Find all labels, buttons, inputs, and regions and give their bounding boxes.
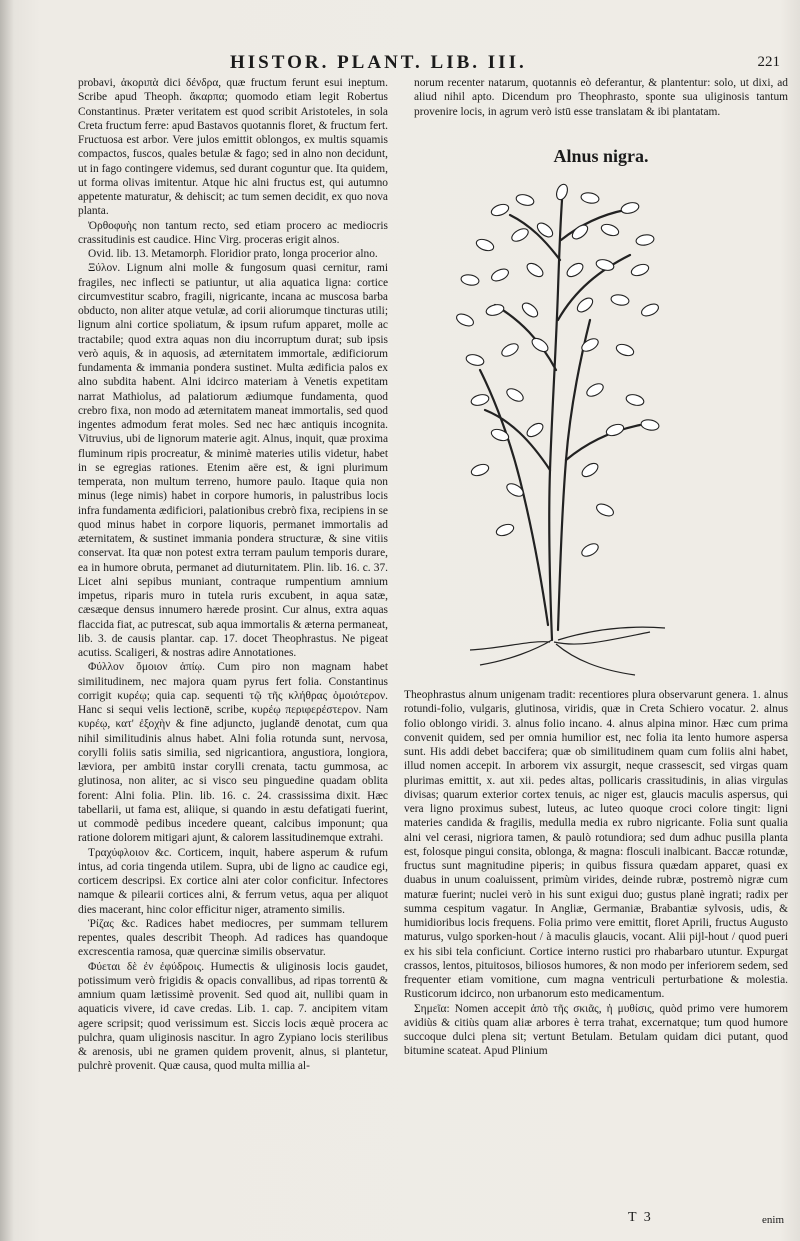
page-number: 221 xyxy=(757,54,780,70)
running-head xyxy=(230,52,780,78)
paragraph: Φύεται δὲ ἐν ἐφύδροις. Humectis & uliginosis locis gaudet, potissimum verò frigidis & opacis convallibus, ad ripas torrentū & amnium quam lætissimè provenit. Sed quod ait, nullibi quam in aquaticis vivere, id cave credas. Lib. 1. cap. 7. ancipitem vitam agere scripsit; quod verissimum est. Siccis locis æquè procera ac pulchra, quam uliginosis nascitur. In agro Zypiano locis sterilibus & arenosis, ubi ne gramen quidem provenit, alnus, si plantetur, pulchrè provenit. Quæ causa, quod multa millia al- xyxy=(78,960,388,1073)
right-text-bottom xyxy=(404,688,788,1218)
alder-tree-woodcut xyxy=(440,170,670,680)
paragraph: Ῥίζας &c. Radices habet mediocres, per summam tellurem repentes, quales describit Theoph. Ad radices has quandoque excrescentia ramosa, quæ quercinæ similis observatur. xyxy=(78,917,388,959)
left-text-column xyxy=(78,76,388,1206)
paragraph: norum recenter natarum, quotannis eò deferantur, & plantentur: solo, ut dixi, ad aliud nihil apto. Dicendum pro Theophrasto, sponte sua uliginosis tantum provenire locis, in agrum verò istū esse translatam & ibi plantatam. xyxy=(414,77,788,118)
paragraph: Ovid. lib. 13. Metamorph. Floridior prato, longa procerior alno. xyxy=(88,248,378,260)
illustration-caption: Alnus nigra. xyxy=(553,146,649,166)
catchword: enim xyxy=(762,1214,784,1226)
paragraph: Τραχύφλοιον &c. Corticem, inquit, habere asperum & rufum intus, ad coria tingenda utilem. Supra, ubi de ligno ac caudice egi, corticem descripsi. Ex cortice alni ater color conficitur. Infectores namque & pilearii cortices alni, & ferrum vetus, aqua per aliquot dies macerant, hinc color efficitur niger, atramento similis. xyxy=(78,846,388,916)
paragraph: Σημεῖα: Nomen accepit ἀπὸ τῆς σκιᾶς, ἡ μυθίσις, quòd primo vere humorem avidiùs & citiùs quam aliæ arbores è terra trahat, excernatque; tum quod humore succoque dulci plena sit; vertunt Betulam. Betulam quidam dici putant, quod bitumine scateat. Apud Plinium xyxy=(404,1002,788,1058)
running-title: HISTOR. PLANT. LIB. III. xyxy=(230,52,527,73)
paragraph: Ὀρθοφυὴς non tantum recto, sed etiam procero ac mediocris crassitudinis est caudice. Hinc Virg. proceras erigit alnos. xyxy=(78,219,388,246)
paragraph: Φύλλον ὅμοιον ἀπίῳ. Cum piro non magnam habet similitudinem, nec majora quam pyrus fert folia. Constantinus corrigit κυρέῳ; quia cap. sequenti τῷ τῆς κλήθρας ὁμοιότερον. Hanc si sequi velis lectionē, scribe, κυρέῳ περιφερέστερον. Nam κυρέῳ, κατ' ἐξοχὴν & fine adjuncto, juglandē denotat, cum qua nihil similitudinis alnus habet. Alni folia rotunda sunt, nervosa, corylli foliis satis similia, sed nigricantiora, angustiora, longiora, læviora, per ambitū instar corylli crenata, tactu gummosa, ac glutinosa, non aliter, ac si visco seu pinguedine quadam oblita forent: Alni folia. Plin. lib. 16. c. 24. crassissima dixit. Hæc tabellarii, ut fama est, aliique, si quando in æstu defatigati fuerint, ut commodè pedibus incedere queant, calcibus imponunt; qua ratione dolorem mitigari ajunt, & calorem lassitudinemque extrahi. xyxy=(78,661,388,845)
right-text-top xyxy=(414,76,788,134)
paragraph: Theophrastus alnum unigenam tradit: recentiores plura observarunt genera. 1. alnus rotundi-folio, vulgaris, glutinosa, viridis, quæ in Creta Schiero vocatur. 2. alnus folio oblongo viridi. 3. alnus folio incano. 4. alnus alpina minor. Hæc cum prima convenit quidem, sed per omnia humilior est, nec folia ita lento humore aspersa sunt. His addi debet baccifera; quæ ob similitudinem quam cum foliis alni habet, illud nomen accepit. In arborem vix assurgit, neque crassescit, sed virgas quam plurimas emittit, x. aut xii. pedes altas, pollicaris crassitudinis, in alias virgulas divisas; quarum exterior cortex tenuis, ac niger est, glaucis maculis aspersus, qui vera ligno proximus subest, luteus, ac luteo quoque croci colore tingit: ligni materies candida & fragilis, medulla media ex rubro nigricante. Folia sunt qualia alni vel cerasi, nigriora tamen, & paulò rotundiora; sed dum adhuc pusilla planta est, folosque pingui consita, oblonga, & magna: flosculi inalbicant. Baccæ rotundæ, fructus sunt magnitudine piperis; in quibus fissura quædam apparet, quasi ex duabus in unum coaluissent, primùm virides, deinde rubræ, postremò nigræ cum maturæ fuerint; nuclei verò in his sunt exigui duo; gustus planè ingrati; radix per summa cespitum vagatur. In Angliæ, Germaniæ, Brabantiæ sylvosis, udis, & humidioribus locis frequens. Folia primo vere emittit, floret Aprili, fructus Augusto maturus, vulgo sporken-hout / à maculis glaucis, vocant. Alii pijl-hout / quod pueri ex his sibi tela conficiunt. Cortice interno rustici pro rhabarbaro utuntur. Expurgat crassos, lentos, pituitosos, biliosos humores, & non modo per inferiorem sedem, sed frequenter etiam vomitione, cum magna ventriculi perturbatione & molestia. Rusticorum idcirco, non urbanorum esto medicamentum. xyxy=(404,689,788,1001)
signature-mark: T 3 xyxy=(628,1210,653,1225)
paragraph: Ξύλον. Lignum alni molle & fungosum quasi cernitur, rami fragiles, nec inflecti se patiuntur, ut alia aquatica ligna: cortice circumvestitur scabro, fragili, nigricante, incana ac muscosa barba obducto, non aliter atque vetulæ, ad corii aliorumque tincturas utili; lignum alni cortice spoliatum, & ipsum rufum apparet, molle ac tractabile; quod extra aquas non diu incorruptum durat; sub ipsis verò aquis, & in aquosis, ad æternitatem immortale, ædificiorum fundamenta & immania pondera sustinet. Multa ædificia palos ex alno subdita habent. Alni idcirco materiam à Venetis expetitam narrat Mathiolus, ad palatiorum ædiumque fundamenta, quod crebro fixa, non modo ad æternitatem maneat immortalis, sed quod ingentes admodum ferat moles. Sed nec hæc antiquis incognita. Vitruvius, ubi de lignorum materie agit. Alnus, inquit, quæ proxima fluminum ripis procreatur, & minimè materies utilis videtur, habet in se egregias rationes. Etenim aëre est, & igni plurimum temperata, non multum terreno, humore paulo. Itaque quia non minus (lege nimis) habet in corpore humoris, in palustribus locis infra fundamenta ædificiori, palationibus crebrò fixa, recipiens in se quod minus habet in corpore liquoris, permanet immortalis ad æternitatem, & sustinet immania pondera structuræ, & sine vitiis conservat. Ita quæ non potest extra terram paulum temporis durare, ea in humore obruta, permanet ad diuturnitatem. Plin. lib. 16. c. 37. Licet alni sepibus muniant, contraque rumpentium amnium impetus, riparis muro in tutela ruris excubent, in aqua satæ, cæsæque densus innumero hærede prosint. Cur alnus, extra aquas flaccida fiat, ac putrescat, sub aqua immortalis & æterna permaneat, lib. 3. de causis plantar. cap. 17. docet Theophrastus. Ne pigeat acutiss. Scaligeri, & nostras adire Annotationes. xyxy=(78,262,388,659)
paragraph: probavi, ἀκοριπὰ dici δένδρα, quæ fructum ferunt esui ineptum. Scribe apud Theoph. ἄκαρπα; quomodo etiam legit Robertus Constantinus. Præter veritatem est quod scribit Aristoteles, in sola Creta fructum ferre: apud Bastavos quotannis floret, & fructum fert. Fructuosa est arbor. Vere julos emittit oblongos, ex multis squamis compactos, fuscos, quales betulæ & fago; sed in alno non decidunt, ut in fago contingere videmus, sed durant coguntur que. Ita quidem, ut forma olivas imitentur. Atque hic alni fructus est, qui autumno appetente maturatur, & dehiscit; ac tum semen decidit, ex quo nova planta. xyxy=(78,77,388,218)
